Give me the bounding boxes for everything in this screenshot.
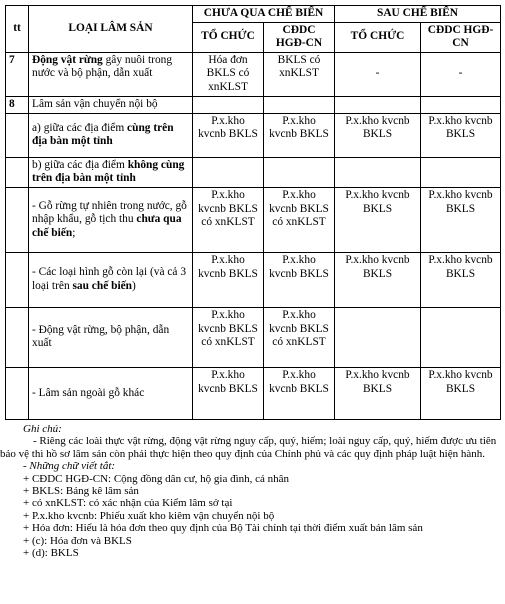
cell: P.x.kho kvcnb BKLS <box>264 113 335 157</box>
cell: P.x.kho kvcnb BKLS <box>421 252 501 307</box>
cell: P.x.kho kvcnb BKLS <box>335 367 421 419</box>
table-row <box>6 367 501 419</box>
row-tt: 8 <box>6 96 29 113</box>
cell: P.x.kho kvcnb BKLS <box>335 113 421 157</box>
table-row <box>6 113 501 157</box>
header-to-chuc-2: TỔ CHỨC <box>335 22 421 52</box>
row-name-pre: a) giữa các địa điểm <box>32 121 128 134</box>
table-row <box>6 96 501 113</box>
row-name-post: ; <box>72 226 76 239</box>
table-row <box>6 52 501 96</box>
abbr-item: + CĐDC HGĐ-CN: Cộng đồng dân cư, hộ gia đình, cá nhân <box>23 472 290 485</box>
table-row <box>6 307 501 367</box>
notes-paragraph: - Riêng các loài thực vật rừng, động vật rừng nguy cấp, quý, hiếm; loài nguy cấp, quý, hiếm được ưu tiên bảo vệ thì hồ sơ lâm sản còn phải thực hiện theo quy định của Chính phủ và các quy định pháp luật hiện hành. <box>0 435 497 460</box>
abbr-item: + P.x.kho kvcnb: Phiếu xuất kho kiêm vận chuyển nội bộ <box>23 509 275 522</box>
cell: P.x.kho kvcnb BKLS <box>193 252 264 307</box>
cell: P.x.kho kvcnb BKLS <box>193 367 264 419</box>
forest-product-table <box>5 5 501 420</box>
cell <box>421 307 501 367</box>
cell: P.x.kho kvcnb BKLS <box>335 252 421 307</box>
row-name <box>29 187 193 252</box>
cell: P.x.kho kvcnb BKLS <box>193 113 264 157</box>
row-name: Lâm sản vận chuyển nội bộ <box>29 96 193 113</box>
cell: P.x.kho kvcnb BKLS <box>264 367 335 419</box>
row-name: - Lâm sản ngoài gỗ khác <box>29 367 193 419</box>
header-sau-che-bien: SAU CHẾ BIẾN <box>335 6 501 23</box>
cell: P.x.kho kvcnb BKLS <box>421 187 501 252</box>
row-name-post: ) <box>132 279 136 292</box>
abbr-item: + có xnKLST: có xác nhận của Kiểm lâm sở tại <box>23 497 233 510</box>
header-chua-qua-che-bien: CHƯA QUA CHẾ BIẾN <box>193 6 335 23</box>
abbr-item: + Hóa đơn: Hiểu là hóa đơn theo quy định của Bộ Tài chính tại thời điểm xuất bán lâm sản <box>23 522 423 535</box>
header-loai-lam-san: LOẠI LÂM SẢN <box>29 6 193 53</box>
row-name-pre: b) giữa các địa điểm <box>32 158 128 171</box>
cell: P.x.kho kvcnb BKLS có xnKLST <box>193 187 264 252</box>
header-cddc-2: CĐDC HGĐ-CN <box>421 22 501 52</box>
cell: P.x.kho kvcnb BKLS <box>421 367 501 419</box>
cell: P.x.kho kvcnb BKLS có xnKLST <box>264 307 335 367</box>
header-tt: tt <box>6 6 29 53</box>
header-to-chuc-1: TỔ CHỨC <box>193 22 264 52</box>
row-name-pre: - Gỗ rừng tự nhiên trong nước, gỗ nhập khẩu, gỗ tịch thu <box>32 199 187 226</box>
abbr-item: + BKLS: Bảng kê lâm sản <box>23 485 139 498</box>
cell: BKLS có xnKLST <box>264 52 335 96</box>
row-tt: 7 <box>6 52 29 96</box>
row-name <box>29 52 193 96</box>
cell: P.x.kho kvcnb BKLS <box>421 113 501 157</box>
cell: P.x.kho kvcnb BKLS có xnKLST <box>264 187 335 252</box>
row-name-bold: Động vật rừng <box>32 53 103 66</box>
notes-title: Ghi chú: <box>23 423 62 435</box>
row-name <box>29 113 193 157</box>
row-name-pre: - Các loại hình gỗ còn lại (và cả 3 loại trên <box>32 266 187 292</box>
header-cddc-1: CĐDC HGĐ-CN <box>264 22 335 52</box>
abbr-title: - Những chữ viết tắt: <box>23 460 116 473</box>
table-row <box>6 187 501 252</box>
abbr-item: + (c): Hóa đơn và BKLS <box>23 534 132 547</box>
cell <box>335 307 421 367</box>
notes-section <box>0 423 501 560</box>
row-name-bold: không cùng trên địa bàn một tỉnh <box>32 158 185 185</box>
cell: - <box>335 52 421 96</box>
table-row <box>6 157 501 187</box>
cell: - <box>421 52 501 96</box>
row-name: - Động vật rừng, bộ phận, dẫn xuất <box>29 307 193 367</box>
cell: Hóa đơn BKLS có xnKLST <box>193 52 264 96</box>
table-row <box>6 252 501 307</box>
abbr-item: + (d): BKLS <box>23 547 79 560</box>
row-name <box>29 157 193 187</box>
cell: P.x.kho kvcnb BKLS <box>335 187 421 252</box>
row-name-bold: chưa qua chế biến <box>32 213 182 239</box>
row-name-bold: cùng trên địa bàn một tỉnh <box>32 121 174 148</box>
cell: P.x.kho kvcnb BKLS <box>264 252 335 307</box>
cell: P.x.kho kvcnb BKLS có xnKLST <box>193 307 264 367</box>
row-name <box>29 252 193 307</box>
row-name-rest: gây nuôi trong nước và bộ phận, dẫn xuất <box>32 53 173 80</box>
row-name-bold: sau chế biến <box>72 279 132 292</box>
